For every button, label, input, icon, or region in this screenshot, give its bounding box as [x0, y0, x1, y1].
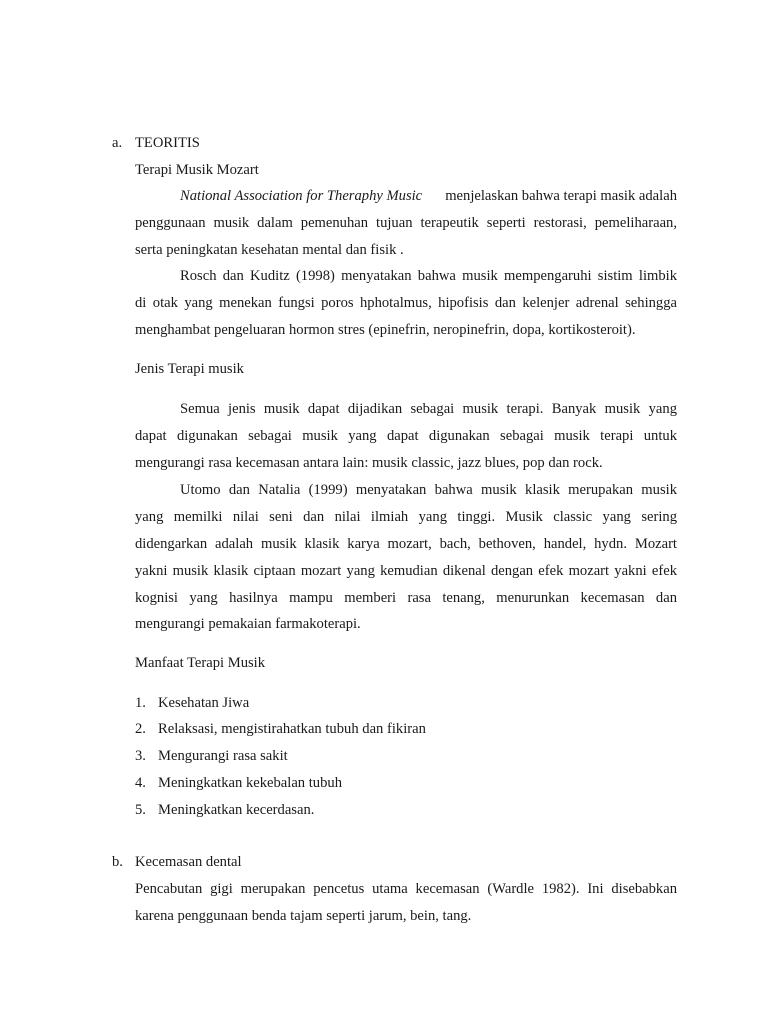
list-item: Meningkatkan kecerdasan.	[158, 802, 315, 818]
paragraph-2-line-3: menghambat pengeluaran hormon stres (epinefrin, neropinefrin, dopa, kortikosteroit).	[135, 322, 636, 338]
section-a-marker: a.	[112, 135, 123, 151]
paragraph-4-line-1: Utomo dan Natalia (1999) menyatakan bahwa musik klasik merupakan musik	[180, 482, 677, 498]
paragraph-4-line-2: yang memilki nilai seni dan nilai ilmiah yang tinggi. Musik classic yang sering	[135, 509, 677, 525]
paragraph-1-line-1-text: menjelaskan bahwa terapi masik adalah	[445, 188, 677, 204]
list-item-number: 2.	[135, 721, 146, 737]
list-item-number: 5.	[135, 802, 146, 818]
paragraph-5-line-1: Pencabutan gigi merupakan pencetus utama kecemasan (Wardle 1982). Ini disebabkan	[135, 881, 677, 897]
list-item-number: 4.	[135, 775, 146, 791]
list-item: Kesehatan Jiwa	[158, 695, 250, 711]
list-item-number: 1.	[135, 695, 146, 711]
paragraph-2-line-2: di otak yang menekan fungsi poros hphotalmus, hipofisis dan kelenjer adrenal sehingga	[135, 295, 677, 311]
section-b-marker: b.	[112, 854, 123, 870]
paragraph-4-line-6: mengurangi pemakaian farmakoterapi.	[135, 616, 361, 632]
section-b-title: Kecemasan dental	[135, 854, 242, 870]
paragraph-4-line-5: kognisi yang hasilnya mampu memberi rasa tenang, menurunkan kecemasan dan	[135, 590, 677, 606]
list-item: Mengurangi rasa sakit	[158, 748, 288, 764]
subheading-manfaat-terapi-musik: Manfaat Terapi Musik	[135, 655, 266, 671]
paragraph-3-line-1: Semua jenis musik dapat dijadikan sebagai musik terapi. Banyak musik yang	[180, 401, 677, 417]
paragraph-5-line-2: karena penggunaan benda tajam seperti jarum, bein, tang.	[135, 908, 472, 924]
paragraph-1-line-3: serta peningkatan kesehatan mental dan fisik .	[135, 242, 404, 258]
subheading-jenis-terapi-musik: Jenis Terapi musik	[135, 361, 244, 377]
paragraph-3-line-2: dapat digunakan sebagai musik yang dapat digunakan sebagai musik terapi untuk	[135, 428, 677, 444]
paragraph-2-line-1: Rosch dan Kuditz (1998) menyatakan bahwa musik mempengaruhi sistim limbik	[180, 268, 677, 284]
list-item: Relaksasi, mengistirahatkan tubuh dan fikiran	[158, 721, 426, 737]
paragraph-1-line-1	[180, 187, 677, 205]
subheading-terapi-musik-mozart: Terapi Musik Mozart	[135, 162, 259, 178]
paragraph-3-line-3: mengurangi rasa kecemasan antara lain: musik classic, jazz blues, pop dan rock.	[135, 455, 603, 471]
paragraph-4-line-3: didengarkan adalah musik klasik karya mozart, bach, bethoven, handel, hydn. Mozart	[135, 536, 677, 552]
list-item-number: 3.	[135, 748, 146, 764]
paragraph-1-line-2: penggunaan musik dalam pemenuhan tujuan terapeutik seperti restorasi, pemeliharaan,	[135, 215, 677, 231]
list-item: Meningkatkan kekebalan tubuh	[158, 775, 342, 791]
italic-source-name: National Association for Theraphy Music	[180, 188, 423, 204]
paragraph-4-line-4: yakni musik klasik ciptaan mozart yang kemudian dikenal dengan efek mozart yakni efek	[135, 563, 677, 579]
section-a-title: TEORITIS	[135, 135, 200, 151]
